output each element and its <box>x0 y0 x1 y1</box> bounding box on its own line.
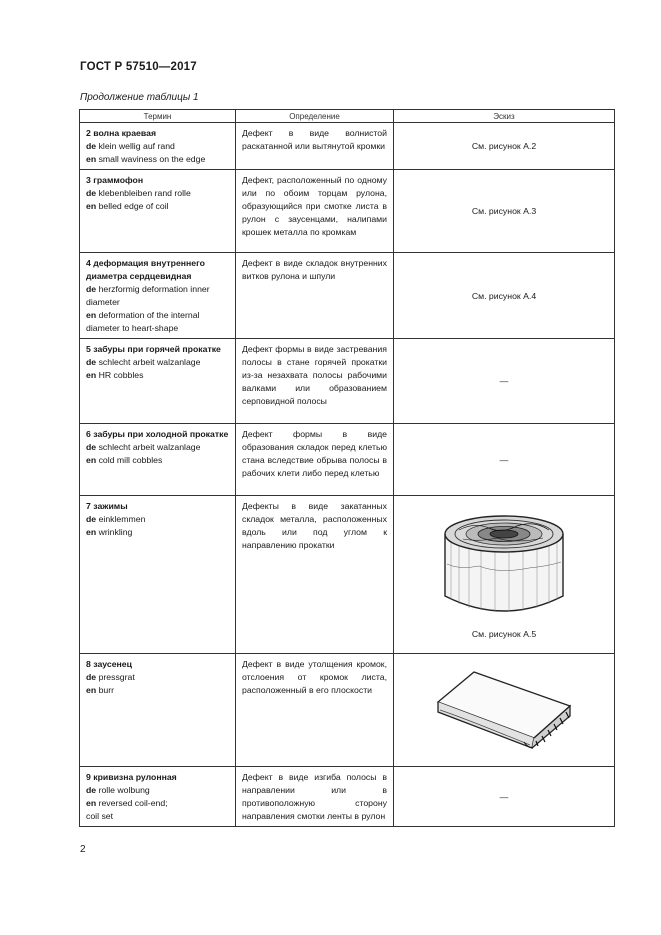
term-cell <box>80 253 236 339</box>
sketch-cell <box>394 654 615 767</box>
term-en: HR cobbles <box>98 370 144 380</box>
figure-caption: См. рисунок А.5 <box>471 629 537 639</box>
wrinkled-coil-figure <box>439 504 569 620</box>
term-de: einklemmen <box>98 514 146 524</box>
definition-cell: Дефект в виде волнистой раскатанной или вытянутой кромки <box>236 123 394 170</box>
term-en: cold mill cobbles <box>98 455 163 465</box>
term-ru: 9 кривизна рулонная <box>86 772 177 782</box>
term-cell <box>80 424 236 496</box>
table-row <box>80 339 615 424</box>
sketch-cell: См. рисунок А.2 <box>394 123 615 170</box>
term-cell <box>80 496 236 654</box>
term-de: schlecht arbeit walzanlage <box>98 357 201 367</box>
table-caption: Продолжение таблицы 1 <box>80 92 199 103</box>
document-title: ГОСТ Р 57510—2017 <box>80 61 197 73</box>
sketch-cell: — <box>394 339 615 424</box>
table-row <box>80 767 615 827</box>
lang-en-label: en <box>86 201 97 211</box>
term-en: deformation of the internal diameter to heart-shape <box>86 310 200 333</box>
page-number: 2 <box>80 844 86 855</box>
sketch-cell: — <box>394 424 615 496</box>
term-en: wrinkling <box>98 527 133 537</box>
term-ru: 2 волна краевая <box>86 128 157 138</box>
table-row <box>80 170 615 253</box>
term-de: klebenbleiben rand rolle <box>98 188 191 198</box>
lang-de-label: de <box>86 188 97 198</box>
column-header-definition: Определение <box>236 110 394 123</box>
term-de: pressgrat <box>98 672 135 682</box>
definition-cell: Дефекты в виде закатанных складок металла, расположенных вдоль или под углом к направлению прокатки <box>236 496 394 654</box>
term-de: rolle wolbung <box>98 785 150 795</box>
term-en: burr <box>98 685 115 695</box>
sketch-cell <box>394 496 615 654</box>
column-header-term: Термин <box>80 110 236 123</box>
lang-de-label: de <box>86 442 97 452</box>
term-cell <box>80 767 236 827</box>
table-row <box>80 253 615 339</box>
lang-de-label: de <box>86 514 97 524</box>
term-en-alt: coil set <box>86 811 114 821</box>
term-de: herzformig deformation inner diameter <box>86 284 210 307</box>
term-ru: 7 зажимы <box>86 501 128 511</box>
lang-en-label: en <box>86 527 97 537</box>
term-cell <box>80 170 236 253</box>
sketch-cell: — <box>394 767 615 827</box>
term-ru: 3 граммофон <box>86 175 144 185</box>
term-de: schlecht arbeit walzanlage <box>98 442 201 452</box>
definition-cell: Дефект, расположенный по одному или по обоим торцам рулона, образующийся при смотке листа в рулон с заусенцами, налипами крошек металла по кромкам <box>236 170 394 253</box>
definition-cell: Дефект формы в виде застревания полосы в стане горячей прокатки из-за незахвата полосы рабочими валками или образованием серповидной полосы <box>236 339 394 424</box>
term-cell <box>80 339 236 424</box>
sketch-cell: См. рисунок А.4 <box>394 253 615 339</box>
term-cell <box>80 654 236 767</box>
lang-de-label: de <box>86 785 97 795</box>
term-ru: 5 забуры при горячей прокатке <box>86 344 221 354</box>
column-header-sketch: Эскиз <box>394 110 615 123</box>
table-row <box>80 496 615 654</box>
lang-en-label: en <box>86 798 97 808</box>
definition-cell: Дефект в виде утолщения кромок, отслоения от кромок листа, расположенный в его плоскости <box>236 654 394 767</box>
term-ru: 6 забуры при холодной прокатке <box>86 429 229 439</box>
term-cell <box>80 123 236 170</box>
table-row <box>80 424 615 496</box>
table-header-row <box>80 110 615 123</box>
lang-en-label: en <box>86 685 97 695</box>
lang-de-label: de <box>86 141 97 151</box>
lang-de-label: de <box>86 357 97 367</box>
term-ru: 4 деформация внутреннего диаметра сердцевидная <box>86 258 205 281</box>
definition-cell: Дефект формы в виде образования складок перед клетью стана вследствие обрыва полосы в рабочих клети либо перед клетью <box>236 424 394 496</box>
term-en: belled edge of coil <box>98 201 169 211</box>
table-row <box>80 123 615 170</box>
burr-plate-figure <box>434 666 574 752</box>
lang-en-label: en <box>86 370 97 380</box>
definition-cell: Дефект в виде складок внутренних витков рулона и шпули <box>236 253 394 339</box>
lang-en-label: en <box>86 154 97 164</box>
sketch-cell: См. рисунок А.3 <box>394 170 615 253</box>
term-ru: 8 заусенец <box>86 659 132 669</box>
definition-cell: Дефект в виде изгиба полосы в направлении или в противоположную сторону направления смотки ленты в рулон <box>236 767 394 827</box>
term-en: small waviness on the edge <box>98 154 206 164</box>
lang-de-label: de <box>86 672 97 682</box>
lang-en-label: en <box>86 310 97 320</box>
lang-de-label: de <box>86 284 97 294</box>
term-de: klein wellig auf rand <box>98 141 175 151</box>
lang-en-label: en <box>86 455 97 465</box>
table-row <box>80 654 615 767</box>
term-en: reversed coil-end; <box>98 798 168 808</box>
terms-table <box>79 109 615 827</box>
